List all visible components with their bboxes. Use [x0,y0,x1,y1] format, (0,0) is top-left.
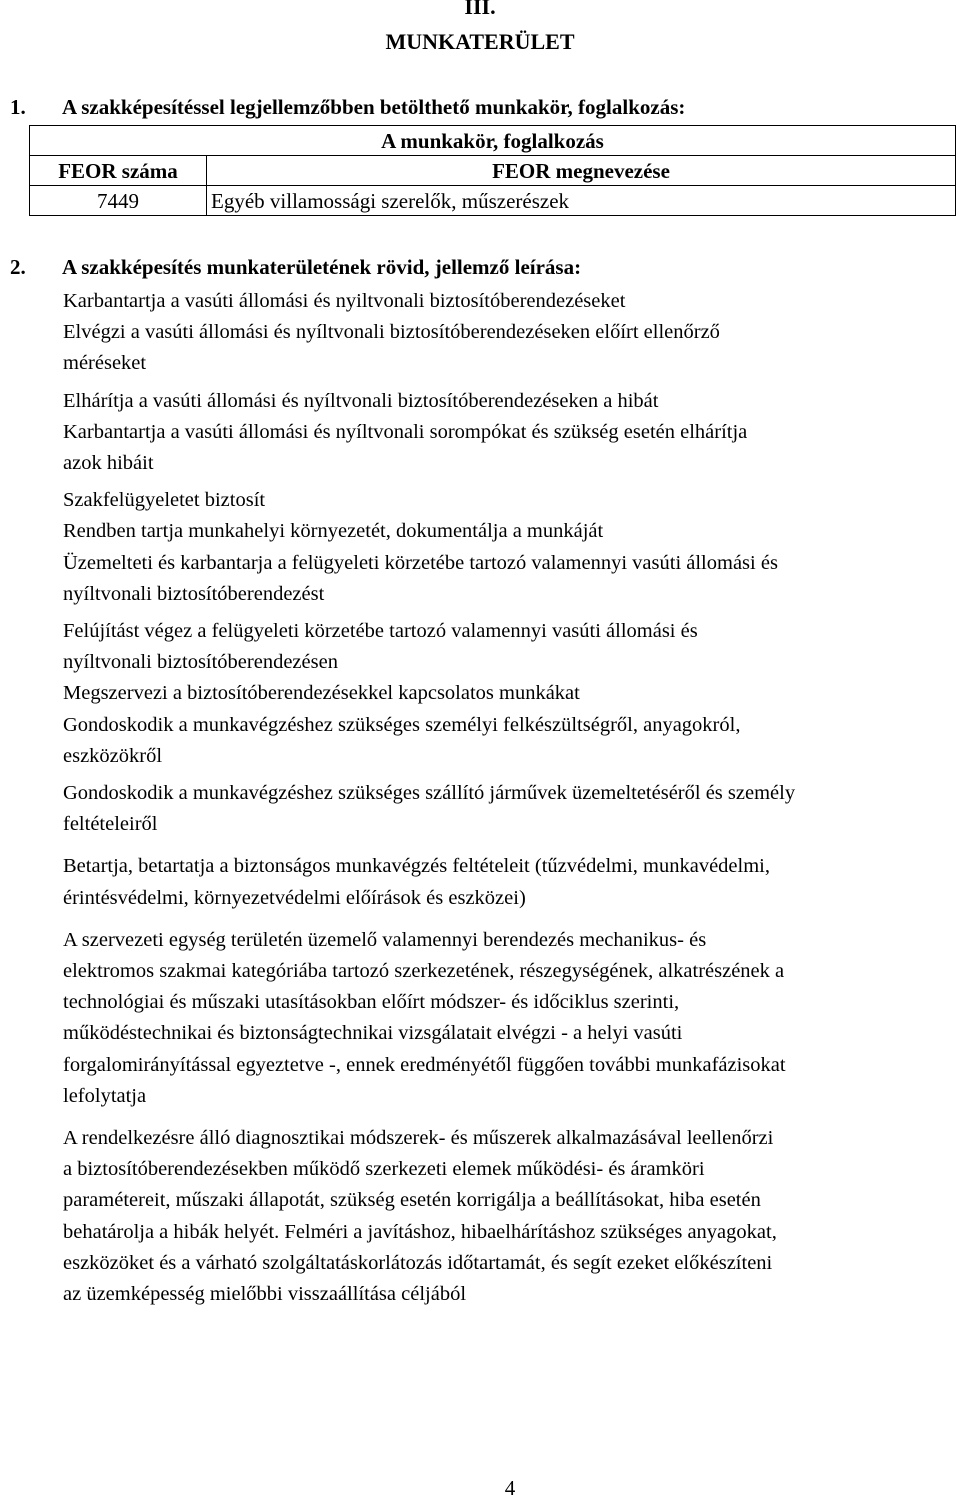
description-line: Felújítást végez a felügyeleti körzetébe tartozó valamennyi vasúti állomási és [63,620,698,643]
description-line: behatárolja a hibák helyét. Felméri a javításhoz, hibaelhárításhoz szükséges anyagokat, [63,1220,777,1243]
section-1-heading [10,94,685,120]
description-line: nyíltvonali biztosítóberendezést [63,582,325,605]
feor-name-cell: Egyéb villamossági szerelők, műszerészek [207,186,956,216]
description-line: Karbantartja a vasúti állomási és nyíltvonali sorompókat és szükség esetén elhárítja [63,420,748,443]
description-line: Rendben tartja munkahelyi környezetét, dokumentálja a munkáját [63,520,604,543]
description-line: Üzemelteti és karbantarja a felügyeleti körzetébe tartozó valamennyi vasúti állomási és [63,551,778,574]
description-line: paramétereit, műszaki állapotát, szükség esetén korrigálja a beállításokat, hiba esetén [63,1189,761,1212]
description-line: Elvégzi a vasúti állomási és nyíltvonali biztosítóberendezéseken előírt ellenőrző [63,321,720,344]
description-line: eszközöket és a várható szolgáltatáskorlátozás időtartamát, és segít ezeket előkészíteni [63,1251,773,1274]
description-line: Betartja, betartatja a biztonságos munkavégzés feltételeit (tűzvédelmi, munkavédelmi, [63,855,770,878]
description-line: a biztosítóberendezésekben működő szerkezeti elemek működési- és áramköri [63,1158,705,1181]
section-2-heading [10,254,581,280]
description-line: technológiai és műszaki utasításokban előírt módszer- és időciklus szerinti, [63,991,680,1014]
description-line: méréseket [63,352,147,375]
description-line: Megszervezi a biztosítóberendezésekkel kapcsolatos munkákat [63,682,580,705]
description-line: Szakfelügyeletet biztosít [63,489,266,512]
description-line: Elhárítja a vasúti állomási és nyíltvonali biztosítóberendezéseken a hibát [63,389,659,412]
page-title: MUNKATERÜLET [385,29,575,54]
description-line: Gondoskodik a munkavégzéshez szükséges szállító járművek üzemeltetéséről és személy [63,782,796,805]
description-line: működéstechnikai és biztonságtechnikai vizsgálatait elvégzi - a helyi vasúti [63,1022,683,1045]
description-line: eszközökről [63,744,163,767]
section-1-title: A szakképesítéssel legjellemzőbben betölthető munkakör, foglalkozás: [62,95,686,119]
description-line: feltételeiről [63,813,158,836]
description-line: érintésvédelmi, környezetvédelmi előírások és eszközei) [63,886,526,909]
section-2-number: 2. [10,255,26,279]
description-line: azok hibáit [63,452,154,475]
section-1-number: 1. [10,95,26,119]
description-line: az üzemképesség mielőbbi visszaállítása céljából [63,1283,467,1306]
feor-code-header: FEOR száma [30,156,207,186]
feor-code-cell: 7449 [30,186,207,216]
feor-group-header: A munkakör, foglalkozás [30,126,956,156]
feor-column-header-row [30,156,956,186]
description-line: A rendelkezésre álló diagnosztikai módszerek- és műszerek alkalmazásával leellenőrzi [63,1127,774,1150]
work-area-description [63,286,953,1310]
description-line: nyíltvonali biztosítóberendezésen [63,651,338,674]
description-line: elektromos szakmai kategóriába tartozó szerkezetének, részegységének, alkatrészének a [63,960,785,983]
feor-name-header: FEOR megnevezése [207,156,956,186]
section-2-title: A szakképesítés munkaterületének rövid, jellemző leírása: [62,255,582,279]
description-line: forgalomirányítással egyeztetve -, ennek eredményétől függően további munkafázisokat [63,1053,786,1076]
table-row [30,186,956,216]
description-line: Gondoskodik a munkavégzéshez szükséges személyi felkészültségről, anyagokról, [63,713,741,736]
feor-table [29,125,956,216]
description-line: A szervezeti egység területén üzemelő valamennyi berendezés mechanikus- és [63,928,707,951]
feor-group-header-row [30,126,956,156]
description-line: Karbantartja a vasúti állomási és nyiltvonali biztosítóberendezéseket [63,290,626,312]
part-heading: III. [464,0,496,19]
description-line: lefolytatja [63,1084,147,1107]
page-number: 4 [504,1476,516,1500]
